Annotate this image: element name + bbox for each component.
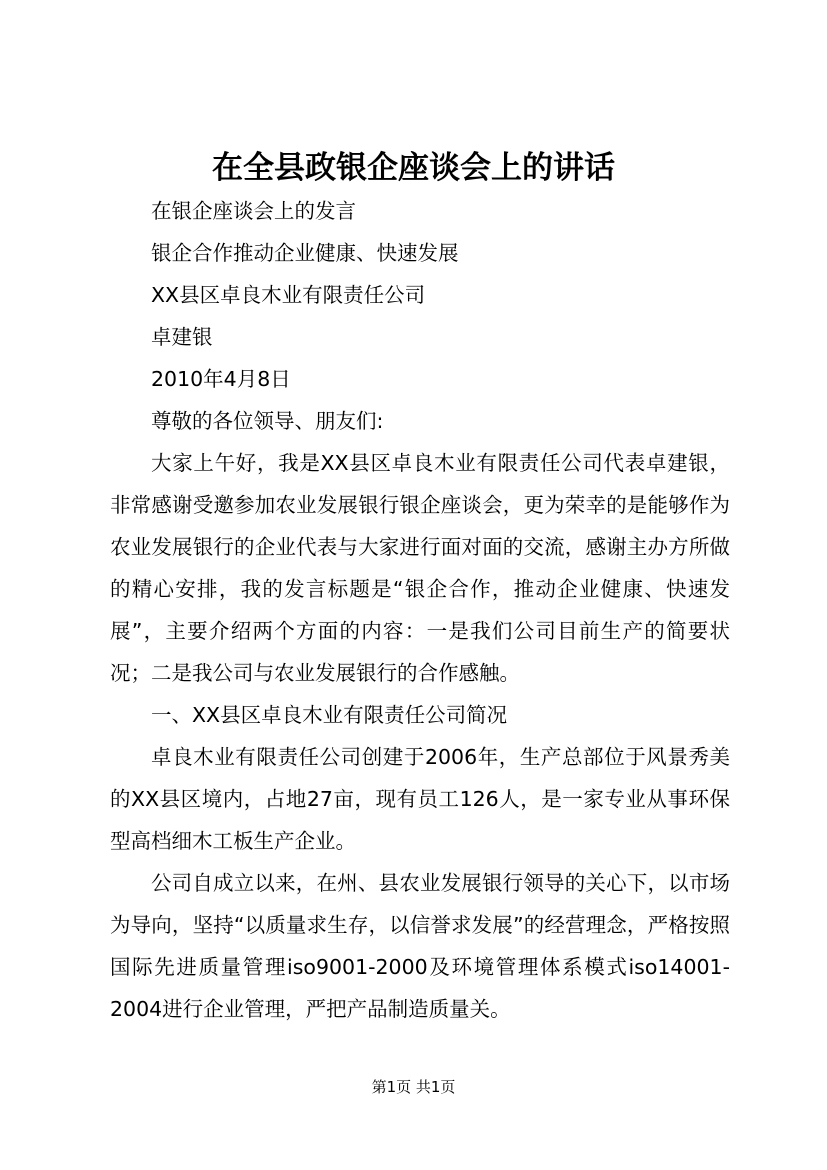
page-footer: 第1页 共1页 <box>371 1078 456 1096</box>
paragraph-management: 公司自成立以来，在州、县农业发展银行领导的关心下，以市场为导向，坚持“以质量求生存，以信誉求发展”的经营理念，严格按照国际先进质量管理iso9001-2000及环境管理体系模式iso14001-2004进行企业管理，严把产品制造质量关。 <box>110 871 730 1021</box>
document-title: 在全县政银企座谈会上的讲话 <box>212 150 615 186</box>
paragraph-section-heading: 一、XX县区卓良木业有限责任公司简况 <box>151 703 508 727</box>
paragraph-opening: 大家上午好，我是XX县区卓良木业有限责任公司代表卓建银，非常感谢受邀参加农业发展银行银企座谈会，更为荣幸的是能够作为农业发展银行的企业代表与大家进行面对面的交流，感谢主办方所做的精心安排，我的发言标题是“银企合作，推动企业健康、快速发展”，主要介绍两个方面的内容：一是我们公司目前生产的简要状况；二是我公司与农业发展银行的合作感触。 <box>110 451 730 685</box>
paragraph-date: 2010年4月8日 <box>151 367 291 391</box>
paragraph-speech-heading: 在银企座谈会上的发言 <box>151 199 356 223</box>
paragraph-company-intro: 卓良木业有限责任公司创建于2006年，生产总部位于风景秀美的XX县区境内，占地27亩，现有员工126人，是一家专业从事环保型高档细木工板生产企业。 <box>110 745 730 853</box>
paragraph-speaker: 卓建银 <box>151 325 213 349</box>
document-body <box>110 190 730 1030</box>
paragraph-subtitle: 银企合作推动企业健康、快速发展 <box>151 241 459 265</box>
paragraph-company: XX县区卓良木业有限责任公司 <box>151 283 426 307</box>
paragraph-salutation: 尊敬的各位领导、朋友们: <box>151 409 384 433</box>
